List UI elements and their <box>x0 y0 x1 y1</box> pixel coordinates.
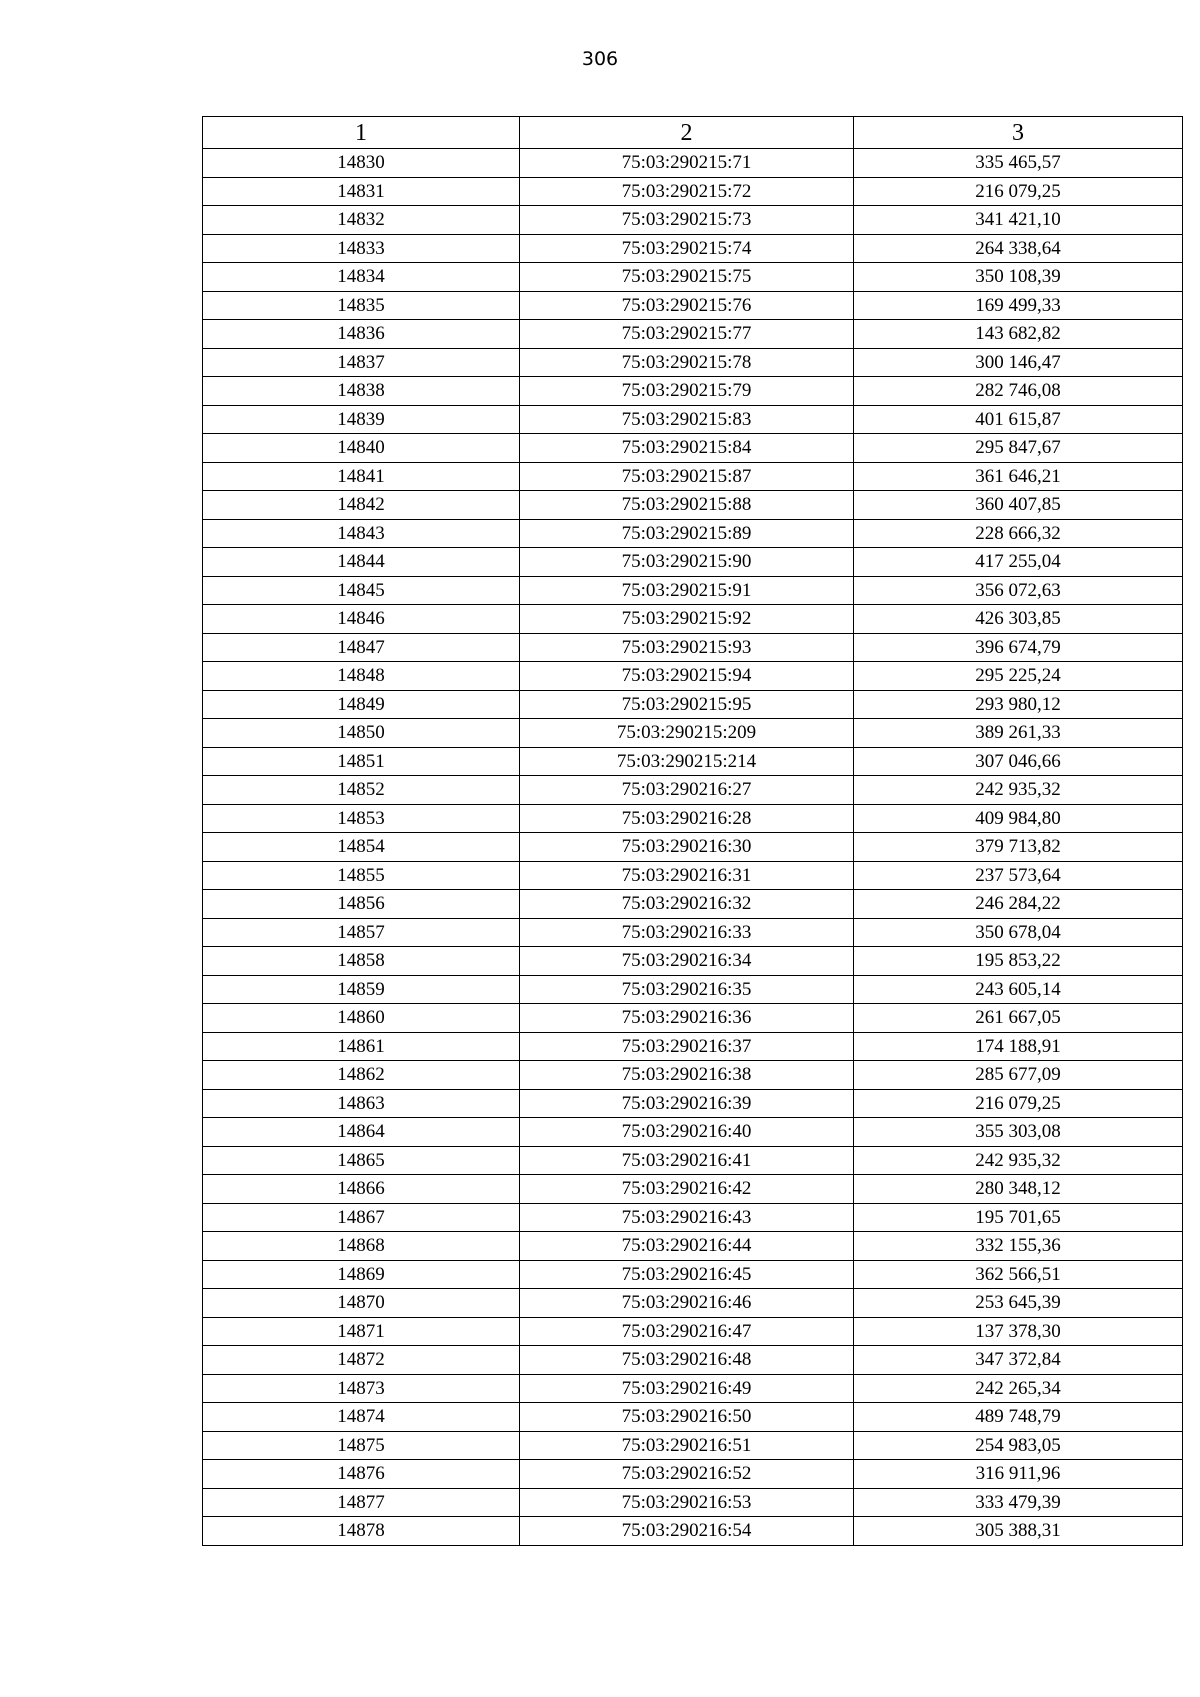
cadastral-number-cell: 75:03:290215:72 <box>520 177 854 206</box>
row-number-cell: 14847 <box>203 633 520 662</box>
cadastral-value-cell: 293 980,12 <box>854 690 1183 719</box>
cadastral-number-cell: 75:03:290215:76 <box>520 291 854 320</box>
cadastral-value-cell: 305 388,31 <box>854 1517 1183 1546</box>
table-row <box>203 1260 1183 1289</box>
row-number-cell: 14841 <box>203 462 520 491</box>
table-row <box>203 576 1183 605</box>
cadastral-value-table <box>202 116 1183 1546</box>
row-number-cell: 14848 <box>203 662 520 691</box>
table-row <box>203 149 1183 178</box>
table-row <box>203 1146 1183 1175</box>
cadastral-value-cell: 379 713,82 <box>854 833 1183 862</box>
cadastral-value-cell: 216 079,25 <box>854 177 1183 206</box>
cadastral-value-cell: 362 566,51 <box>854 1260 1183 1289</box>
row-number-cell: 14850 <box>203 719 520 748</box>
cadastral-value-cell: 295 225,24 <box>854 662 1183 691</box>
cadastral-number-cell: 75:03:290216:40 <box>520 1118 854 1147</box>
cadastral-value-cell: 355 303,08 <box>854 1118 1183 1147</box>
table-row <box>203 1431 1183 1460</box>
row-number-cell: 14874 <box>203 1403 520 1432</box>
cadastral-number-cell: 75:03:290215:73 <box>520 206 854 235</box>
row-number-cell: 14871 <box>203 1317 520 1346</box>
row-number-cell: 14868 <box>203 1232 520 1261</box>
row-number-cell: 14853 <box>203 804 520 833</box>
cadastral-number-cell: 75:03:290216:33 <box>520 918 854 947</box>
cadastral-value-cell: 228 666,32 <box>854 519 1183 548</box>
table-row <box>203 1118 1183 1147</box>
cadastral-number-cell: 75:03:290215:84 <box>520 434 854 463</box>
row-number-cell: 14842 <box>203 491 520 520</box>
cadastral-value-cell: 243 605,14 <box>854 975 1183 1004</box>
cadastral-number-cell: 75:03:290216:49 <box>520 1374 854 1403</box>
cadastral-number-cell: 75:03:290216:42 <box>520 1175 854 1204</box>
cadastral-value-cell: 242 265,34 <box>854 1374 1183 1403</box>
cadastral-value-cell: 174 188,91 <box>854 1032 1183 1061</box>
cadastral-value-cell: 242 935,32 <box>854 1146 1183 1175</box>
table-row <box>203 975 1183 1004</box>
cadastral-number-cell: 75:03:290216:30 <box>520 833 854 862</box>
cadastral-number-cell: 75:03:290216:43 <box>520 1203 854 1232</box>
table-row <box>203 1403 1183 1432</box>
row-number-cell: 14860 <box>203 1004 520 1033</box>
cadastral-number-cell: 75:03:290215:95 <box>520 690 854 719</box>
row-number-cell: 14877 <box>203 1488 520 1517</box>
row-number-cell: 14870 <box>203 1289 520 1318</box>
cadastral-value-cell: 285 677,09 <box>854 1061 1183 1090</box>
table-row <box>203 1289 1183 1318</box>
row-number-cell: 14858 <box>203 947 520 976</box>
table-row <box>203 890 1183 919</box>
cadastral-number-cell: 75:03:290215:74 <box>520 234 854 263</box>
table-row <box>203 291 1183 320</box>
cadastral-value-cell: 246 284,22 <box>854 890 1183 919</box>
table-row <box>203 662 1183 691</box>
cadastral-number-cell: 75:03:290216:41 <box>520 1146 854 1175</box>
row-number-cell: 14862 <box>203 1061 520 1090</box>
table-row <box>203 690 1183 719</box>
row-number-cell: 14834 <box>203 263 520 292</box>
cadastral-value-cell: 347 372,84 <box>854 1346 1183 1375</box>
cadastral-value-cell: 237 573,64 <box>854 861 1183 890</box>
table-row <box>203 177 1183 206</box>
table-row <box>203 833 1183 862</box>
cadastral-number-cell: 75:03:290216:53 <box>520 1488 854 1517</box>
cadastral-number-cell: 75:03:290215:79 <box>520 377 854 406</box>
cadastral-value-cell: 295 847,67 <box>854 434 1183 463</box>
row-number-cell: 14830 <box>203 149 520 178</box>
column-header-1: 1 <box>203 117 520 149</box>
cadastral-value-cell: 360 407,85 <box>854 491 1183 520</box>
cadastral-value-cell: 280 348,12 <box>854 1175 1183 1204</box>
row-number-cell: 14857 <box>203 918 520 947</box>
cadastral-value-cell: 350 678,04 <box>854 918 1183 947</box>
cadastral-value-cell: 489 748,79 <box>854 1403 1183 1432</box>
cadastral-number-cell: 75:03:290216:45 <box>520 1260 854 1289</box>
row-number-cell: 14831 <box>203 177 520 206</box>
row-number-cell: 14866 <box>203 1175 520 1204</box>
cadastral-number-cell: 75:03:290216:36 <box>520 1004 854 1033</box>
table-header <box>203 117 1183 149</box>
table-row <box>203 861 1183 890</box>
table-row <box>203 1317 1183 1346</box>
cadastral-number-cell: 75:03:290215:88 <box>520 491 854 520</box>
cadastral-number-cell: 75:03:290215:89 <box>520 519 854 548</box>
table-row <box>203 234 1183 263</box>
row-number-cell: 14844 <box>203 548 520 577</box>
cadastral-number-cell: 75:03:290215:83 <box>520 405 854 434</box>
row-number-cell: 14873 <box>203 1374 520 1403</box>
table-row <box>203 1460 1183 1489</box>
cadastral-value-cell: 389 261,33 <box>854 719 1183 748</box>
cadastral-number-cell: 75:03:290215:92 <box>520 605 854 634</box>
table-row <box>203 263 1183 292</box>
table-row <box>203 719 1183 748</box>
table-row <box>203 1203 1183 1232</box>
row-number-cell: 14855 <box>203 861 520 890</box>
cadastral-value-cell: 195 853,22 <box>854 947 1183 976</box>
row-number-cell: 14843 <box>203 519 520 548</box>
row-number-cell: 14854 <box>203 833 520 862</box>
cadastral-value-cell: 335 465,57 <box>854 149 1183 178</box>
row-number-cell: 14849 <box>203 690 520 719</box>
cadastral-number-cell: 75:03:290215:93 <box>520 633 854 662</box>
row-number-cell: 14872 <box>203 1346 520 1375</box>
cadastral-number-cell: 75:03:290215:209 <box>520 719 854 748</box>
table-row <box>203 377 1183 406</box>
row-number-cell: 14875 <box>203 1431 520 1460</box>
table-row <box>203 548 1183 577</box>
cadastral-value-cell: 137 378,30 <box>854 1317 1183 1346</box>
row-number-cell: 14851 <box>203 747 520 776</box>
table-row <box>203 1517 1183 1546</box>
table-row <box>203 633 1183 662</box>
row-number-cell: 14839 <box>203 405 520 434</box>
cadastral-number-cell: 75:03:290216:37 <box>520 1032 854 1061</box>
cadastral-number-cell: 75:03:290216:52 <box>520 1460 854 1489</box>
cadastral-number-cell: 75:03:290216:27 <box>520 776 854 805</box>
cadastral-value-cell: 356 072,63 <box>854 576 1183 605</box>
cadastral-value-cell: 401 615,87 <box>854 405 1183 434</box>
cadastral-number-cell: 75:03:290216:48 <box>520 1346 854 1375</box>
row-number-cell: 14835 <box>203 291 520 320</box>
table-row <box>203 947 1183 976</box>
cadastral-number-cell: 75:03:290216:44 <box>520 1232 854 1261</box>
row-number-cell: 14852 <box>203 776 520 805</box>
cadastral-value-cell: 282 746,08 <box>854 377 1183 406</box>
cadastral-value-cell: 426 303,85 <box>854 605 1183 634</box>
table-row <box>203 1232 1183 1261</box>
table-row <box>203 1004 1183 1033</box>
cadastral-number-cell: 75:03:290216:46 <box>520 1289 854 1318</box>
cadastral-value-cell: 332 155,36 <box>854 1232 1183 1261</box>
cadastral-value-cell: 254 983,05 <box>854 1431 1183 1460</box>
table-row <box>203 776 1183 805</box>
row-number-cell: 14876 <box>203 1460 520 1489</box>
cadastral-value-cell: 350 108,39 <box>854 263 1183 292</box>
row-number-cell: 14869 <box>203 1260 520 1289</box>
table-row <box>203 1346 1183 1375</box>
table-row <box>203 1032 1183 1061</box>
cadastral-value-cell: 264 338,64 <box>854 234 1183 263</box>
cadastral-number-cell: 75:03:290216:34 <box>520 947 854 976</box>
cadastral-value-cell: 300 146,47 <box>854 348 1183 377</box>
row-number-cell: 14846 <box>203 605 520 634</box>
cadastral-number-cell: 75:03:290215:77 <box>520 320 854 349</box>
table-row <box>203 918 1183 947</box>
cadastral-number-cell: 75:03:290216:38 <box>520 1061 854 1090</box>
row-number-cell: 14867 <box>203 1203 520 1232</box>
row-number-cell: 14878 <box>203 1517 520 1546</box>
cadastral-number-cell: 75:03:290216:51 <box>520 1431 854 1460</box>
cadastral-number-cell: 75:03:290215:94 <box>520 662 854 691</box>
row-number-cell: 14863 <box>203 1089 520 1118</box>
row-number-cell: 14865 <box>203 1146 520 1175</box>
cadastral-value-cell: 417 255,04 <box>854 548 1183 577</box>
cadastral-number-cell: 75:03:290215:78 <box>520 348 854 377</box>
cadastral-number-cell: 75:03:290216:39 <box>520 1089 854 1118</box>
cadastral-value-cell: 396 674,79 <box>854 633 1183 662</box>
cadastral-value-cell: 253 645,39 <box>854 1289 1183 1318</box>
row-number-cell: 14840 <box>203 434 520 463</box>
table-row <box>203 1175 1183 1204</box>
row-number-cell: 14864 <box>203 1118 520 1147</box>
table-body <box>203 149 1183 1546</box>
table-row <box>203 804 1183 833</box>
table-row <box>203 1374 1183 1403</box>
row-number-cell: 14859 <box>203 975 520 1004</box>
cadastral-number-cell: 75:03:290215:75 <box>520 263 854 292</box>
cadastral-value-cell: 341 421,10 <box>854 206 1183 235</box>
header-row <box>203 117 1183 149</box>
cadastral-value-cell: 409 984,80 <box>854 804 1183 833</box>
table-row <box>203 405 1183 434</box>
cadastral-number-cell: 75:03:290216:35 <box>520 975 854 1004</box>
table-row <box>203 348 1183 377</box>
table-row <box>203 434 1183 463</box>
cadastral-number-cell: 75:03:290216:47 <box>520 1317 854 1346</box>
cadastral-value-cell: 195 701,65 <box>854 1203 1183 1232</box>
cadastral-value-cell: 242 935,32 <box>854 776 1183 805</box>
table-row <box>203 519 1183 548</box>
cadastral-number-cell: 75:03:290216:54 <box>520 1517 854 1546</box>
table-row <box>203 747 1183 776</box>
cadastral-number-cell: 75:03:290216:28 <box>520 804 854 833</box>
table-row <box>203 1089 1183 1118</box>
table-row <box>203 320 1183 349</box>
cadastral-value-cell: 361 646,21 <box>854 462 1183 491</box>
row-number-cell: 14832 <box>203 206 520 235</box>
column-header-2: 2 <box>520 117 854 149</box>
cadastral-number-cell: 75:03:290216:32 <box>520 890 854 919</box>
cadastral-value-cell: 261 667,05 <box>854 1004 1183 1033</box>
table-row <box>203 491 1183 520</box>
cadastral-number-cell: 75:03:290216:31 <box>520 861 854 890</box>
cadastral-value-cell: 333 479,39 <box>854 1488 1183 1517</box>
table-row <box>203 462 1183 491</box>
cadastral-number-cell: 75:03:290215:87 <box>520 462 854 491</box>
page-number: 306 <box>581 48 619 70</box>
cadastral-number-cell: 75:03:290215:214 <box>520 747 854 776</box>
row-number-cell: 14836 <box>203 320 520 349</box>
cadastral-number-cell: 75:03:290216:50 <box>520 1403 854 1432</box>
row-number-cell: 14845 <box>203 576 520 605</box>
cadastral-number-cell: 75:03:290215:90 <box>520 548 854 577</box>
cadastral-value-cell: 169 499,33 <box>854 291 1183 320</box>
table-row <box>203 1488 1183 1517</box>
cadastral-value-cell: 307 046,66 <box>854 747 1183 776</box>
row-number-cell: 14856 <box>203 890 520 919</box>
row-number-cell: 14861 <box>203 1032 520 1061</box>
table-row <box>203 206 1183 235</box>
table-row <box>203 1061 1183 1090</box>
row-number-cell: 14837 <box>203 348 520 377</box>
cadastral-number-cell: 75:03:290215:71 <box>520 149 854 178</box>
row-number-cell: 14833 <box>203 234 520 263</box>
column-header-3: 3 <box>854 117 1183 149</box>
row-number-cell: 14838 <box>203 377 520 406</box>
table-row <box>203 605 1183 634</box>
cadastral-value-cell: 316 911,96 <box>854 1460 1183 1489</box>
cadastral-value-cell: 143 682,82 <box>854 320 1183 349</box>
cadastral-number-cell: 75:03:290215:91 <box>520 576 854 605</box>
cadastral-value-cell: 216 079,25 <box>854 1089 1183 1118</box>
